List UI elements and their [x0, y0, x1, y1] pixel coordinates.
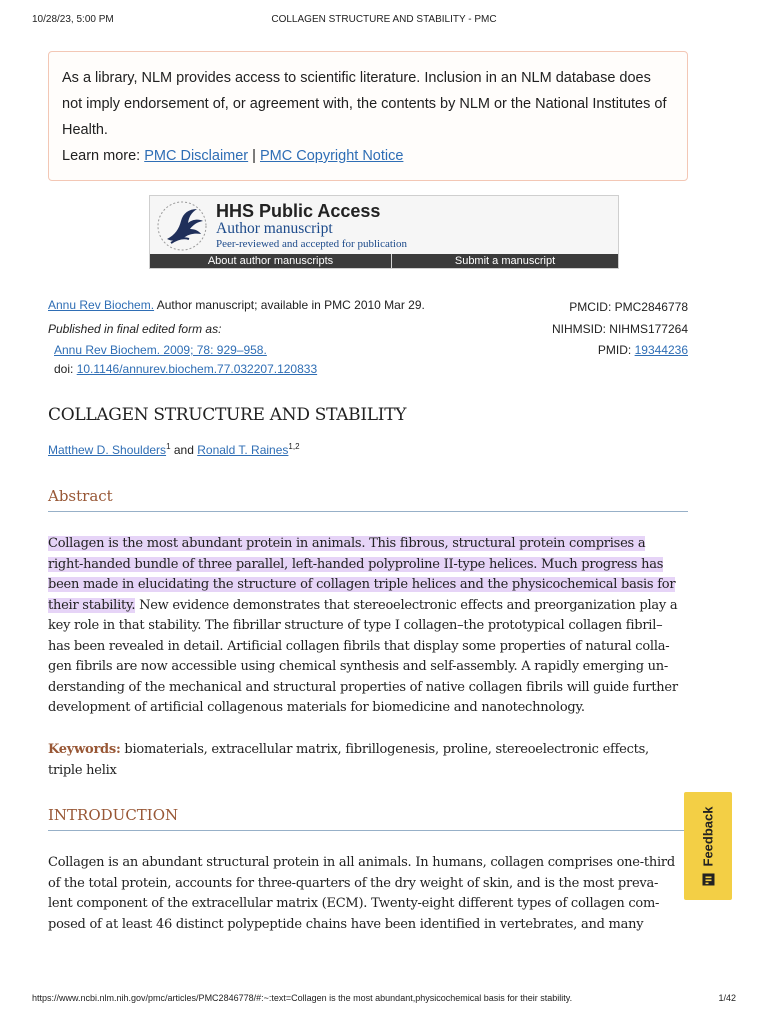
- introduction-body: [48, 853, 688, 935]
- abstract-heading: Abstract: [48, 487, 688, 512]
- published-label: Published in final edited form as:: [48, 322, 222, 336]
- about-author-manuscripts-link[interactable]: About author manuscripts: [150, 254, 392, 268]
- keywords-list-cont: triple helix: [48, 762, 117, 778]
- link-separator: |: [252, 148, 256, 164]
- journal-link[interactable]: Annu Rev Biochem.: [48, 298, 155, 312]
- article-title: COLLAGEN STRUCTURE AND STABILITY: [48, 405, 407, 425]
- nihmsid: NIHMSID: NIHMS177264: [551, 322, 688, 336]
- submit-manuscript-link[interactable]: Submit a manuscript: [454, 255, 556, 267]
- hhs-tagline: Peer-reviewed and accepted for publication: [216, 238, 407, 250]
- print-footer: [0, 993, 768, 1007]
- doi-row: [54, 362, 317, 376]
- author-affiliation: 1: [166, 442, 171, 451]
- abstract-body: [48, 534, 688, 719]
- highlighted-text: their stability.: [48, 597, 136, 613]
- print-header: [0, 14, 768, 30]
- intro-line: Collagen is an abundant structural protein in all animals. In humans, collagen comprises one-third: [48, 855, 675, 870]
- hhs-eagle-logo-icon: [153, 199, 211, 253]
- hhs-links-bar: [150, 254, 618, 268]
- abstract-line: key role in that stability. The fibrillar structure of type I collagen–the prototypical collagen fibril–: [48, 618, 663, 633]
- intro-line: lent component of the extracellular matrix (ECM). Twenty-eight different types of collagen com-: [48, 896, 660, 911]
- pmid-row: [598, 343, 688, 357]
- feedback-button[interactable]: [684, 792, 732, 900]
- feedback-icon: [701, 872, 715, 886]
- keywords-label: Keywords:: [48, 742, 121, 757]
- intro-line: posed of at least 46 distinct polypeptide chains have been identified in vertebrates, and many: [48, 916, 644, 932]
- final-form-link[interactable]: Annu Rev Biochem. 2009; 78: 929–958.: [54, 343, 267, 357]
- learn-more-label: Learn more:: [62, 148, 141, 164]
- pmid-link[interactable]: 19344236: [634, 343, 688, 357]
- abstract-line: development of artificial collagenous materials for biomedicine and nanotechnology.: [48, 700, 585, 715]
- print-datetime: 10/28/23, 5:00 PM: [32, 14, 114, 25]
- hhs-subtitle: Author manuscript: [216, 220, 333, 237]
- author-raines-link[interactable]: Ronald T. Raines: [197, 443, 289, 457]
- pmc-disclaimer-link[interactable]: PMC Disclaimer: [144, 148, 249, 164]
- abstract-line: derstanding of the mechanical and structural properties of native collagen fibrils will guide further: [48, 679, 678, 695]
- author-affiliation: 1,2: [288, 442, 300, 451]
- pmc-copyright-link[interactable]: PMC Copyright Notice: [259, 148, 404, 164]
- abstract-line: gen fibrils are now accessible using chemical synthesis and self-assembly. A rapidly emerging un-: [48, 659, 669, 674]
- introduction-heading: INTRODUCTION: [48, 806, 688, 831]
- keywords: [48, 740, 688, 781]
- abstract-line: has been revealed in detail. Artificial collagen fibrils that display some properties of natural colla-: [48, 638, 670, 654]
- intro-line: of the total protein, accounts for three-quarters of the dry weight of skin, and is the most preva-: [48, 875, 659, 891]
- pmid-label: PMID:: [597, 343, 632, 357]
- citation-line: [48, 298, 425, 312]
- highlighted-text: right-handed bundle of three parallel, left-handed polyproline II-type helices. Much progress has: [48, 556, 664, 572]
- doi-link[interactable]: 10.1146/annurev.biochem.77.032207.120833: [76, 362, 318, 376]
- final-form-row: [54, 343, 267, 357]
- pmcid: PMCID: PMC2846778: [569, 300, 688, 314]
- doi-label: doi:: [54, 362, 74, 376]
- learn-more-row: [62, 143, 674, 169]
- print-url: https://www.ncbi.nlm.nih.gov/pmc/articles/PMC2846778/#:~:text=Collagen is the most abundant,physicochemical basis for their stability.: [32, 993, 573, 1003]
- availability-text: Author manuscript; available in PMC 2010 Mar 29.: [156, 298, 425, 312]
- hhs-title: HHS Public Access: [216, 201, 381, 221]
- author-shoulders-link[interactable]: Matthew D. Shoulders: [48, 443, 167, 457]
- abstract-text: New evidence demonstrates that stereoelectronic effects and preorganization play a: [135, 597, 678, 613]
- print-page-title: COLLAGEN STRUCTURE AND STABILITY - PMC: [271, 14, 497, 25]
- author-list: [48, 442, 300, 457]
- disclaimer-text: As a library, NLM provides access to scientific literature. Inclusion in an NLM database does not imply endorsement of, or agreement with, the contents by NLM or the National Institutes of Health.: [62, 70, 667, 138]
- page-number: 1/42: [718, 993, 736, 1003]
- feedback-label: Feedback: [700, 806, 716, 866]
- hhs-public-access-banner: [149, 195, 619, 269]
- author-conjunction: and: [173, 443, 194, 457]
- nlm-disclaimer-box: [48, 51, 688, 181]
- highlighted-text: been made in elucidating the structure of collagen triple helices and the physicochemical basis for: [48, 577, 676, 592]
- keywords-list: biomaterials, extracellular matrix, fibrillogenesis, proline, stereoelectronic effects,: [120, 742, 649, 757]
- highlighted-text: Collagen is the most abundant protein in animals. This fibrous, structural protein comprises a: [48, 536, 646, 551]
